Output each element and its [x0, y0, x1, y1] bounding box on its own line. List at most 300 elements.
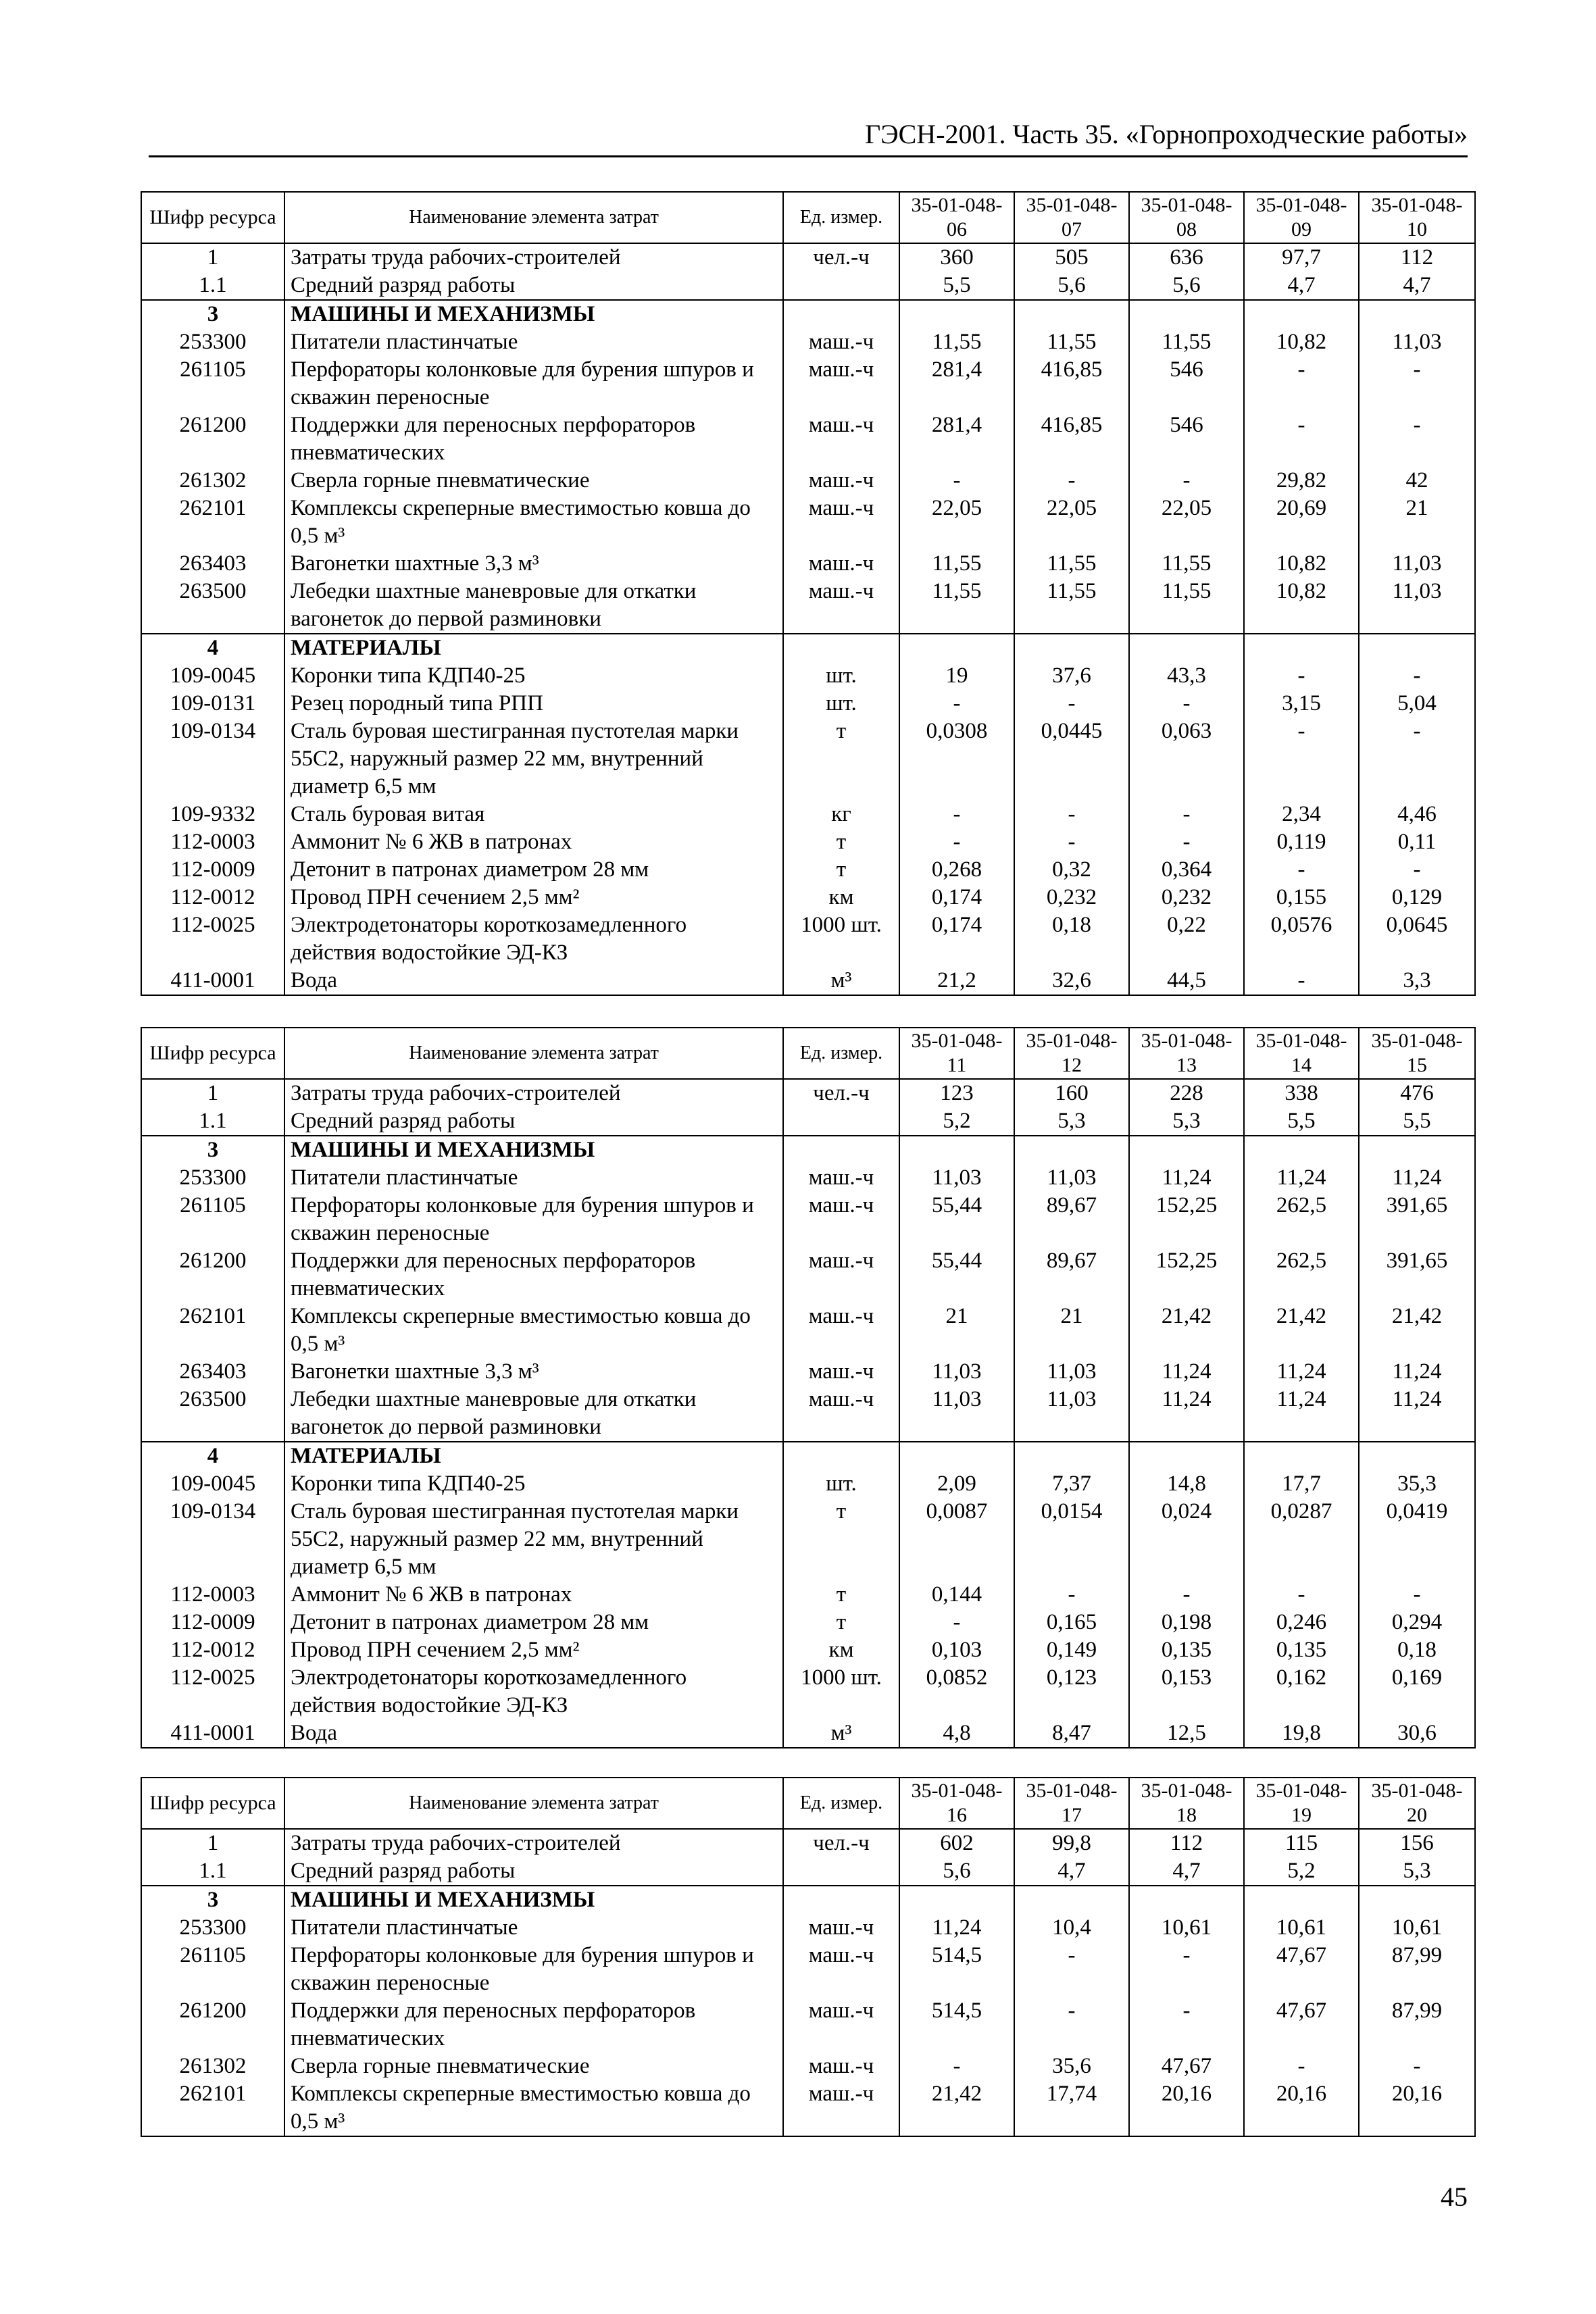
resource-table-3 [141, 1777, 1476, 2137]
resource-value: - [1244, 1581, 1359, 1609]
header-unit: Ед. измер. [783, 192, 899, 243]
resource-unit: шт. [783, 1470, 899, 1498]
resource-value: 0,294 [1359, 1609, 1475, 1636]
resource-code: 261200 [141, 1997, 284, 2053]
resource-table-2 [141, 1027, 1476, 1749]
resource-value: 87,99 [1359, 1942, 1475, 1997]
resource-unit: маш.-ч [783, 1386, 899, 1442]
resource-name: Средний разряд работы [284, 1107, 783, 1136]
resource-value: 0,103 [899, 1636, 1014, 1664]
resource-unit: маш.-ч [783, 328, 899, 356]
resource-unit: т [783, 828, 899, 856]
resource-value: 21,42 [899, 2080, 1014, 2136]
resource-code: 263500 [141, 1386, 284, 1442]
resource-name: Поддержки для переносных перфораторов пневматических [284, 1997, 783, 2053]
header-norm-code: 35-01-048-18 [1129, 1778, 1244, 1829]
header-norm-code: 35-01-048-20 [1359, 1778, 1475, 1829]
resource-value: 11,24 [1244, 1358, 1359, 1386]
table-row [141, 328, 1475, 356]
resource-value: 47,67 [1129, 2053, 1244, 2080]
resource-value: - [1244, 356, 1359, 411]
resource-name: Перфораторы колонковые для бурения шпуров и скважин переносные [284, 1942, 783, 1997]
resource-value: 19 [899, 662, 1014, 690]
table-header-row [141, 1028, 1475, 1079]
resource-value: 55,44 [899, 1247, 1014, 1303]
resource-code: 1 [141, 243, 284, 272]
table-row [141, 1079, 1475, 1107]
header-code: Шифр ресурса [141, 1778, 284, 1829]
table-row [141, 828, 1475, 856]
resource-value [1129, 300, 1244, 328]
resource-value: 5,5 [899, 272, 1014, 300]
resource-unit [783, 634, 899, 662]
resource-name: Питатели пластинчатые [284, 1914, 783, 1942]
resource-value: 21,2 [899, 967, 1014, 995]
resource-value: 514,5 [899, 1942, 1014, 1997]
resource-value: 112 [1129, 1829, 1244, 1857]
resource-value: 11,55 [899, 550, 1014, 578]
resource-code: 253300 [141, 328, 284, 356]
resource-value: 4,7 [1129, 1857, 1244, 1886]
resource-value: 21,42 [1359, 1303, 1475, 1358]
resource-value: 281,4 [899, 356, 1014, 411]
resource-value [1244, 1442, 1359, 1470]
resource-value: - [1359, 662, 1475, 690]
header-code: Шифр ресурса [141, 192, 284, 243]
resource-unit: м³ [783, 1719, 899, 1748]
resource-value: 391,65 [1359, 1192, 1475, 1247]
resource-value: 22,05 [1129, 495, 1244, 550]
header-name: Наименование элемента затрат [284, 192, 783, 243]
resource-value: - [1014, 690, 1129, 718]
resource-value: - [1359, 411, 1475, 467]
resource-value: 0,22 [1129, 911, 1244, 967]
table-row [141, 884, 1475, 911]
resource-unit: маш.-ч [783, 1358, 899, 1386]
resource-value: 11,55 [899, 328, 1014, 356]
resource-name: МАШИНЫ И МЕХАНИЗМЫ [284, 1136, 783, 1164]
table-row [141, 1829, 1475, 1857]
resource-value: 0,0419 [1359, 1498, 1475, 1581]
resource-name: Лебедки шахтные маневровые для откатки вагонеток до первой разминовки [284, 1386, 783, 1442]
resource-value: - [1244, 718, 1359, 801]
resource-value: - [1129, 1581, 1244, 1609]
resource-value: 10,82 [1244, 550, 1359, 578]
resource-value: 0,232 [1014, 884, 1129, 911]
page-number: 45 [1441, 2182, 1468, 2212]
table-row [141, 300, 1475, 328]
resource-value: 11,24 [1129, 1358, 1244, 1386]
resource-code: 109-0134 [141, 718, 284, 801]
resource-value: 0,18 [1359, 1636, 1475, 1664]
resource-value: 4,46 [1359, 801, 1475, 828]
resource-value: - [1014, 1997, 1129, 2053]
table-row [141, 662, 1475, 690]
resource-value: 391,65 [1359, 1247, 1475, 1303]
resource-value: 35,3 [1359, 1470, 1475, 1498]
resource-unit [783, 1107, 899, 1136]
resource-value: 0,165 [1014, 1609, 1129, 1636]
resource-unit: маш.-ч [783, 356, 899, 411]
resource-code: 109-0131 [141, 690, 284, 718]
table-row [141, 467, 1475, 495]
resource-unit [783, 1886, 899, 1914]
resource-unit: т [783, 1609, 899, 1636]
resource-value: 11,24 [1129, 1164, 1244, 1192]
table-row [141, 856, 1475, 884]
resource-value: 19,8 [1244, 1719, 1359, 1748]
resource-name: Вагонетки шахтные 3,3 м³ [284, 550, 783, 578]
resource-value: 11,55 [1014, 578, 1129, 634]
header-norm-code: 35-01-048-15 [1359, 1028, 1475, 1079]
resource-value: 2,09 [899, 1470, 1014, 1498]
resource-unit: т [783, 856, 899, 884]
resource-name: Вагонетки шахтные 3,3 м³ [284, 1358, 783, 1386]
table-row [141, 1358, 1475, 1386]
table-row [141, 272, 1475, 300]
resource-name: Аммонит № 6 ЖВ в патронах [284, 828, 783, 856]
resource-value: 5,6 [1014, 272, 1129, 300]
table-row [141, 1664, 1475, 1719]
resource-name: Детонит в патронах диаметром 28 мм [284, 1609, 783, 1636]
resource-value: 87,99 [1359, 1997, 1475, 2053]
resource-value: 546 [1129, 356, 1244, 411]
resource-code: 263403 [141, 550, 284, 578]
resource-code: 3 [141, 1886, 284, 1914]
resource-code: 262101 [141, 495, 284, 550]
resource-name: Сверла горные пневматические [284, 467, 783, 495]
table-row [141, 2053, 1475, 2080]
resource-value: 5,5 [1359, 1107, 1475, 1136]
resource-code: 261105 [141, 1942, 284, 1997]
resource-value: 21 [1359, 495, 1475, 550]
resource-name: Аммонит № 6 ЖВ в патронах [284, 1581, 783, 1609]
table-row [141, 1942, 1475, 1997]
resource-code: 112-0012 [141, 884, 284, 911]
resource-value: 0,169 [1359, 1664, 1475, 1719]
resource-unit: маш.-ч [783, 1247, 899, 1303]
resource-name: Резец породный типа РПП [284, 690, 783, 718]
table-row [141, 1136, 1475, 1164]
resource-value: 89,67 [1014, 1247, 1129, 1303]
header-name: Наименование элемента затрат [284, 1028, 783, 1079]
resource-unit: 1000 шт. [783, 911, 899, 967]
resource-value: 20,16 [1359, 2080, 1475, 2136]
resource-value: 21,42 [1244, 1303, 1359, 1358]
header-norm-code: 35-01-048-06 [899, 192, 1014, 243]
resource-value: 11,55 [1129, 578, 1244, 634]
resource-name: Вода [284, 967, 783, 995]
resource-value: 0,11 [1359, 828, 1475, 856]
resource-value: 152,25 [1129, 1192, 1244, 1247]
table-row [141, 1914, 1475, 1942]
resource-code: 109-0134 [141, 1498, 284, 1581]
resource-value: 0,0087 [899, 1498, 1014, 1581]
resource-value: 11,55 [1129, 328, 1244, 356]
resource-value: 636 [1129, 243, 1244, 272]
resource-name: Комплексы скреперные вместимостью ковша до 0,5 м³ [284, 1303, 783, 1358]
resource-value: 10,61 [1244, 1914, 1359, 1942]
resource-code: 1.1 [141, 272, 284, 300]
resource-value [1014, 1442, 1129, 1470]
resource-value: 10,82 [1244, 578, 1359, 634]
resource-name: Коронки типа КДП40-25 [284, 1470, 783, 1498]
resource-value: 0,0852 [899, 1664, 1014, 1719]
table-row [141, 1192, 1475, 1247]
resource-name: Затраты труда рабочих-строителей [284, 1829, 783, 1857]
resource-value: 0,0287 [1244, 1498, 1359, 1581]
resource-value: 11,55 [899, 578, 1014, 634]
resource-value [1014, 300, 1129, 328]
resource-value: - [899, 828, 1014, 856]
table-row [141, 634, 1475, 662]
resource-value: 0,174 [899, 911, 1014, 967]
resource-value: - [1244, 662, 1359, 690]
resource-code: 112-0003 [141, 828, 284, 856]
resource-name: Перфораторы колонковые для бурения шпуров и скважин переносные [284, 356, 783, 411]
resource-value: - [1014, 467, 1129, 495]
resource-value: - [899, 467, 1014, 495]
resource-value: 5,2 [899, 1107, 1014, 1136]
resource-name: Электродетонаторы короткозамедленного действия водостойкие ЭД-КЗ [284, 1664, 783, 1719]
resource-value: 30,6 [1359, 1719, 1475, 1748]
resource-value: 11,03 [1359, 328, 1475, 356]
resource-value: 156 [1359, 1829, 1475, 1857]
resource-value: 11,03 [1359, 550, 1475, 578]
resource-value: - [1359, 356, 1475, 411]
header-unit: Ед. измер. [783, 1778, 899, 1829]
resource-value: 0,0154 [1014, 1498, 1129, 1581]
resource-value [1014, 1886, 1129, 1914]
resource-code: 112-0009 [141, 1609, 284, 1636]
resource-value: 0,0308 [899, 718, 1014, 801]
resource-unit: маш.-ч [783, 1164, 899, 1192]
resource-value: - [1244, 967, 1359, 995]
resource-code: 112-0009 [141, 856, 284, 884]
resource-name: МАТЕРИАЛЫ [284, 634, 783, 662]
resource-value: 0,174 [899, 884, 1014, 911]
resource-name: Поддержки для переносных перфораторов пневматических [284, 411, 783, 467]
resource-value [1129, 1886, 1244, 1914]
resource-unit: маш.-ч [783, 2080, 899, 2136]
resource-code: 109-9332 [141, 801, 284, 828]
table-row [141, 801, 1475, 828]
resource-value [899, 1442, 1014, 1470]
resource-value: 505 [1014, 243, 1129, 272]
resource-code: 263500 [141, 578, 284, 634]
resource-code: 112-0025 [141, 911, 284, 967]
resource-unit: чел.-ч [783, 1829, 899, 1857]
table-row [141, 2080, 1475, 2136]
resource-value: 11,03 [1014, 1164, 1129, 1192]
resource-value: - [1129, 690, 1244, 718]
resource-value [1359, 1886, 1475, 1914]
table-row [141, 411, 1475, 467]
resource-unit: маш.-ч [783, 578, 899, 634]
resource-name: Средний разряд работы [284, 272, 783, 300]
resource-unit: т [783, 1581, 899, 1609]
resource-value: 0,162 [1244, 1664, 1359, 1719]
resource-code: 261105 [141, 1192, 284, 1247]
resource-value: - [1244, 856, 1359, 884]
resource-value [1244, 1136, 1359, 1164]
resource-unit: маш.-ч [783, 495, 899, 550]
table-row [141, 690, 1475, 718]
table-row [141, 1719, 1475, 1748]
resource-value: 11,03 [899, 1358, 1014, 1386]
header-unit: Ед. измер. [783, 1028, 899, 1079]
resource-name: Комплексы скреперные вместимостью ковша до 0,5 м³ [284, 495, 783, 550]
table-row [141, 1107, 1475, 1136]
header-norm-code: 35-01-048-16 [899, 1778, 1014, 1829]
table-row [141, 1581, 1475, 1609]
header-norm-code: 35-01-048-19 [1244, 1778, 1359, 1829]
resource-unit [783, 1136, 899, 1164]
resource-value: 602 [899, 1829, 1014, 1857]
resource-unit: кг [783, 801, 899, 828]
resource-value: 262,5 [1244, 1192, 1359, 1247]
resource-value: 0,32 [1014, 856, 1129, 884]
resource-value [899, 634, 1014, 662]
resource-value: 10,4 [1014, 1914, 1129, 1942]
resource-value: 5,3 [1014, 1107, 1129, 1136]
resource-value: - [1014, 828, 1129, 856]
resource-code: 1.1 [141, 1857, 284, 1886]
resource-value [1244, 300, 1359, 328]
resource-value: 5,6 [899, 1857, 1014, 1886]
resource-unit: км [783, 1636, 899, 1664]
resource-value: 11,24 [1359, 1386, 1475, 1442]
table-row [141, 1442, 1475, 1470]
resource-value: - [1244, 411, 1359, 467]
resource-value [1359, 300, 1475, 328]
resource-value: 11,03 [1014, 1358, 1129, 1386]
resource-unit: км [783, 884, 899, 911]
resource-code: 4 [141, 1442, 284, 1470]
resource-value: 4,7 [1014, 1857, 1129, 1886]
resource-value: 11,24 [1244, 1164, 1359, 1192]
resource-value: 5,5 [1244, 1107, 1359, 1136]
resource-code: 261302 [141, 2053, 284, 2080]
resource-value: 97,7 [1244, 243, 1359, 272]
resource-unit: маш.-ч [783, 1997, 899, 2053]
table-row [141, 1636, 1475, 1664]
resource-name: Поддержки для переносных перфораторов пневматических [284, 1247, 783, 1303]
resource-value [1014, 1136, 1129, 1164]
resource-unit: т [783, 1498, 899, 1581]
resource-value: 262,5 [1244, 1247, 1359, 1303]
resource-unit: маш.-ч [783, 550, 899, 578]
resource-code: 109-0045 [141, 662, 284, 690]
resource-value [1244, 1886, 1359, 1914]
resource-unit: маш.-ч [783, 1942, 899, 1997]
resource-name: Питатели пластинчатые [284, 328, 783, 356]
resource-name: Сверла горные пневматические [284, 2053, 783, 2080]
resource-value: - [1244, 2053, 1359, 2080]
resource-value: 4,7 [1244, 272, 1359, 300]
resource-code: 109-0045 [141, 1470, 284, 1498]
resource-name: Затраты труда рабочих-строителей [284, 243, 783, 272]
resource-name: Затраты труда рабочих-строителей [284, 1079, 783, 1107]
resource-name: Электродетонаторы короткозамедленного действия водостойкие ЭД-КЗ [284, 911, 783, 967]
resource-value: - [899, 1609, 1014, 1636]
resource-name: Провод ПРН сечением 2,5 мм² [284, 884, 783, 911]
resource-unit [783, 1442, 899, 1470]
resource-value: 44,5 [1129, 967, 1244, 995]
resource-value: 0,155 [1244, 884, 1359, 911]
resource-value: 5,04 [1359, 690, 1475, 718]
resource-value: 360 [899, 243, 1014, 272]
resource-value: 0,149 [1014, 1636, 1129, 1664]
resource-value: 281,4 [899, 411, 1014, 467]
table-row [141, 1247, 1475, 1303]
header-norm-code: 35-01-048-14 [1244, 1028, 1359, 1079]
resource-value: 4,7 [1359, 272, 1475, 300]
resource-value: 89,67 [1014, 1192, 1129, 1247]
resource-value: 11,24 [1244, 1386, 1359, 1442]
resource-value [899, 1136, 1014, 1164]
resource-code: 1 [141, 1829, 284, 1857]
table-row [141, 1997, 1475, 2053]
resource-value: 0,232 [1129, 884, 1244, 911]
resource-value: - [1129, 1942, 1244, 1997]
resource-value: 47,67 [1244, 1942, 1359, 1997]
resource-value: 123 [899, 1079, 1014, 1107]
resource-value: 416,85 [1014, 356, 1129, 411]
resource-value: - [1014, 801, 1129, 828]
table-row [141, 495, 1475, 550]
resource-value: 0,268 [899, 856, 1014, 884]
resource-value: 5,6 [1129, 272, 1244, 300]
resource-value: 0,198 [1129, 1609, 1244, 1636]
resource-code: 411-0001 [141, 967, 284, 995]
resource-value: 3,3 [1359, 967, 1475, 995]
resource-code: 112-0012 [141, 1636, 284, 1664]
resource-value: 35,6 [1014, 2053, 1129, 2080]
resource-value: 10,82 [1244, 328, 1359, 356]
table-row [141, 1609, 1475, 1636]
resource-value [899, 1886, 1014, 1914]
resource-value: 21 [899, 1303, 1014, 1358]
resource-code: 3 [141, 1136, 284, 1164]
resource-code: 253300 [141, 1914, 284, 1942]
header-code: Шифр ресурса [141, 1028, 284, 1079]
resource-code: 261200 [141, 411, 284, 467]
table-row [141, 967, 1475, 995]
resource-value [1359, 634, 1475, 662]
table-row [141, 911, 1475, 967]
resource-value: 338 [1244, 1079, 1359, 1107]
resource-value: 10,61 [1359, 1914, 1475, 1942]
resource-value: 43,3 [1129, 662, 1244, 690]
resource-value: 47,67 [1244, 1997, 1359, 2053]
resource-name: Сталь буровая шестигранная пустотелая марки 55С2, наружный размер 22 мм, внутренний диаметр 6,5 мм [284, 718, 783, 801]
header-norm-code: 35-01-048-08 [1129, 192, 1244, 243]
resource-value: 11,03 [899, 1386, 1014, 1442]
resource-unit: м³ [783, 967, 899, 995]
resource-value: 0,135 [1129, 1636, 1244, 1664]
header-norm-code: 35-01-048-11 [899, 1028, 1014, 1079]
resource-value: - [1359, 2053, 1475, 2080]
resource-value: 546 [1129, 411, 1244, 467]
resource-value: 0,129 [1359, 884, 1475, 911]
resource-code: 253300 [141, 1164, 284, 1192]
resource-value: 8,47 [1014, 1719, 1129, 1748]
page-header [149, 115, 1468, 157]
resource-code: 263403 [141, 1358, 284, 1386]
resource-value: - [1014, 1581, 1129, 1609]
table-row [141, 1164, 1475, 1192]
